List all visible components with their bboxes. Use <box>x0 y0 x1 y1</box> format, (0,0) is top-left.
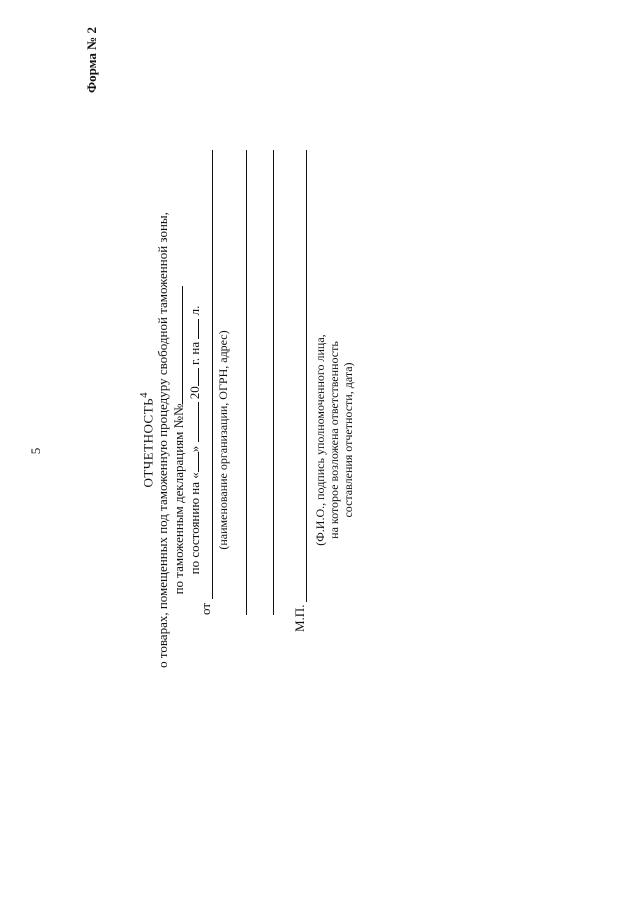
page-number: 5 <box>28 447 43 455</box>
report-subject-line-2 <box>170 120 186 760</box>
organization-caption: (наименование организации, ОГРН, адрес) <box>216 330 230 550</box>
year-suffix: г. на <box>187 341 203 365</box>
form-body <box>120 120 440 760</box>
declarations-label: по таможенным декларациям №№ <box>171 403 187 595</box>
stamp-label: М.П. <box>292 604 307 632</box>
sheets-label: л. <box>187 305 203 316</box>
organization-row <box>198 150 214 615</box>
year-century: 20 <box>187 386 203 400</box>
quote-close: » <box>187 445 203 453</box>
report-title-line <box>137 120 155 760</box>
organization-field[interactable] <box>212 150 213 599</box>
report-subject-line-1: о товарах, помещенных под таможенную процедуру свободной таможенной зоны, <box>155 212 171 668</box>
as-of-label: по состоянию на « <box>187 472 203 575</box>
from-label: от <box>198 602 213 615</box>
signature-row <box>292 150 308 632</box>
form-label: Форма № 2 <box>84 27 99 94</box>
report-title: ОТЧЕТНОСТЬ <box>140 397 156 488</box>
signature-caption <box>313 120 355 760</box>
signature-caption-line-2: на которое возложена ответственность <box>327 341 341 539</box>
organization-field-line-2[interactable] <box>246 150 247 615</box>
signature-caption-line-1: (Ф.И.О., подпись уполномоченного лица, <box>313 334 327 546</box>
signature-field[interactable] <box>306 150 307 602</box>
organization-field-line-3[interactable] <box>273 150 274 615</box>
signature-caption-line-3: составления отчетности, дата) <box>341 362 355 518</box>
footnote-marker: 4 <box>138 392 150 398</box>
declarations-number-blank[interactable] <box>170 286 183 404</box>
report-header <box>137 120 202 760</box>
